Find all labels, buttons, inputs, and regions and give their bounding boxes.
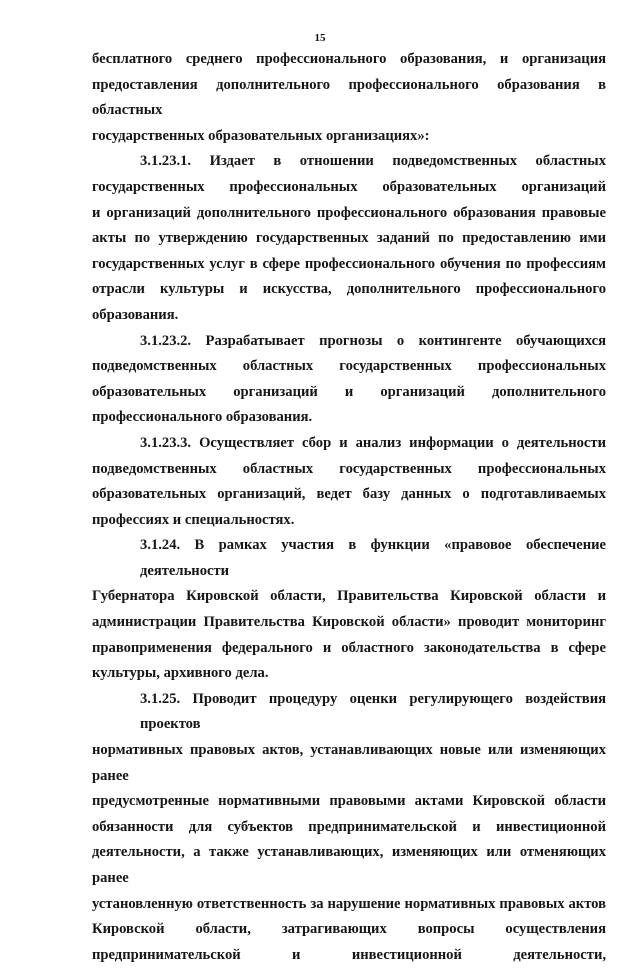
text-line: Губернатора Кировской области, Правительства Кировской области и bbox=[92, 588, 606, 605]
text-line: администрации Правительства Кировской области» проводит мониторинг bbox=[92, 614, 606, 631]
text-line: и организаций дополнительного профессионального образования правовые bbox=[92, 204, 606, 221]
paragraph-3-1-23-1 bbox=[92, 149, 606, 328]
text-line: 3.1.23.2. Разрабатывает прогнозы о контингенте обучающихся bbox=[140, 332, 606, 349]
document-body bbox=[92, 47, 606, 968]
text-line: обязанности для субъектов предпринимательской и инвестиционной bbox=[92, 818, 606, 835]
text-line: 3.1.23.1. Издает в отношении подведомственных областных bbox=[140, 153, 606, 170]
text-line: отрасли культуры и искусства, дополнительного профессионального bbox=[92, 281, 606, 298]
text-line: правоприменения федерального и областного законодательства в сфере bbox=[92, 639, 606, 656]
text-line: нормативных правовых актов, устанавливающих новые или изменяющих ранее bbox=[92, 742, 606, 784]
text-line: Кировской области, затрагивающих вопросы осуществления bbox=[92, 921, 606, 938]
text-line: профессионального образования. bbox=[92, 409, 313, 426]
text-line: деятельности, а также устанавливающих, изменяющих или отменяющих ранее bbox=[92, 844, 606, 886]
text-line: профессиях и специальностях. bbox=[92, 511, 295, 528]
page-number: 15 bbox=[314, 32, 326, 44]
paragraph-3-1-24 bbox=[92, 533, 606, 687]
paragraph-3-1-23-3 bbox=[92, 431, 606, 533]
text-line: бесплатного среднего профессионального образования, и организация bbox=[92, 51, 606, 67]
text-line: 3.1.25. Проводит процедуру оценки регулирующего воздействия проектов bbox=[140, 690, 606, 733]
text-line: государственных услуг в сфере профессионального обучения по профессиям bbox=[92, 255, 606, 272]
paragraph-intro-continuation bbox=[92, 47, 606, 149]
text-line: образовательных организаций, ведет базу данных о подготавливаемых bbox=[92, 486, 606, 503]
text-line: подведомственных областных государственных профессиональных bbox=[92, 358, 606, 375]
text-line: 3.1.24. В рамках участия в функции «правовое обеспечение деятельности bbox=[140, 537, 606, 579]
text-line: образовательных организаций и организаций дополнительного bbox=[92, 383, 606, 400]
paragraph-3-1-23-2 bbox=[92, 329, 606, 431]
text-line: образования. bbox=[92, 306, 179, 323]
text-line: государственных образовательных организациях»: bbox=[92, 127, 430, 144]
text-line: предоставления дополнительного профессионального образования в областных bbox=[92, 76, 606, 119]
text-line: акты по утверждению государственных заданий по предоставлению ими bbox=[92, 230, 606, 247]
text-line: установленную ответственность за нарушение нормативных правовых актов bbox=[92, 895, 606, 912]
text-line: культуры, архивного дела. bbox=[92, 665, 269, 682]
text-line: подведомственных областных государственных профессиональных bbox=[92, 460, 606, 477]
text-line: предпринимательской и инвестиционной деятельности, bbox=[92, 946, 606, 963]
text-line: государственных профессиональных образовательных организаций bbox=[92, 178, 606, 195]
text-line: 3.1.23.3. Осуществляет сбор и анализ информации о деятельности bbox=[140, 434, 606, 451]
text-line: предусмотренные нормативными правовыми актами Кировской области bbox=[92, 793, 606, 810]
paragraph-3-1-25 bbox=[92, 687, 606, 968]
